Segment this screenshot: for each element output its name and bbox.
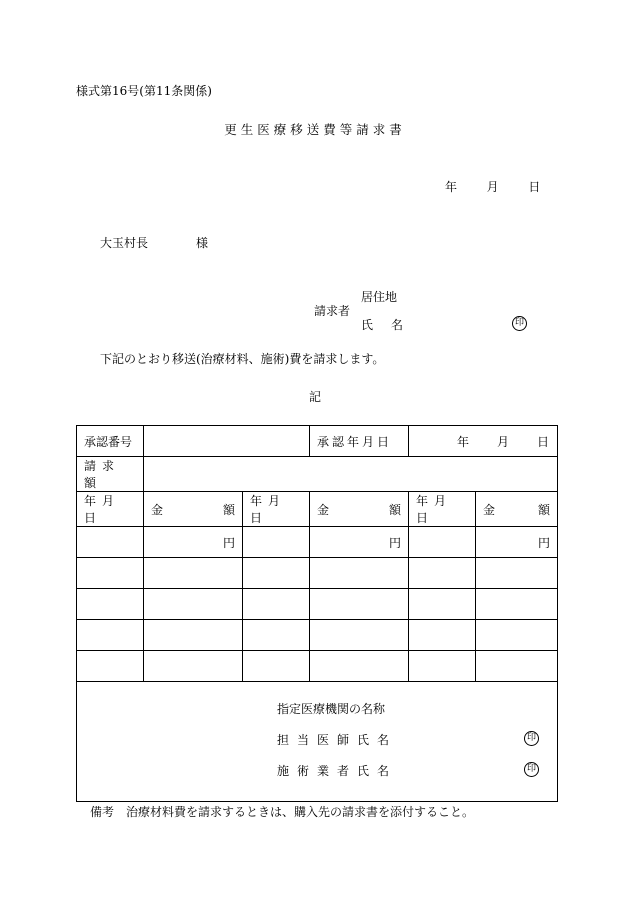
institution-name-label: 指定医療機関の名称 (277, 702, 386, 716)
amount-kin: 金 (151, 502, 164, 517)
doctor-seal-icon: 印 (524, 731, 539, 746)
table-row (77, 651, 558, 682)
date-cell[interactable] (77, 651, 144, 682)
amount-cell[interactable] (310, 620, 409, 651)
applicant-name-label: 氏名 (361, 318, 422, 332)
residence-label: 居住地 (361, 290, 398, 304)
date-cell[interactable] (243, 527, 310, 558)
date-cell[interactable] (243, 620, 310, 651)
approval-number-field[interactable] (144, 426, 310, 457)
date-cell[interactable] (243, 589, 310, 620)
claim-amount-label: 請求額 (77, 457, 144, 492)
date-cell[interactable] (77, 589, 144, 620)
document-title: 更生医療移送費等請求書 (224, 122, 406, 137)
claim-table (76, 425, 558, 802)
col-amount-header (144, 492, 243, 527)
table-row (77, 527, 558, 558)
approval-year: 年 (456, 434, 469, 449)
amount-kin: 金 (317, 502, 330, 517)
date-cell[interactable] (409, 558, 476, 589)
date-cell[interactable] (77, 620, 144, 651)
amount-cell[interactable] (310, 558, 409, 589)
amount-cell[interactable] (476, 651, 558, 682)
date-cell[interactable] (77, 527, 144, 558)
approval-number-label: 承認番号 (77, 426, 144, 457)
institution-row (77, 682, 558, 802)
amount-cell[interactable] (144, 558, 243, 589)
date-cell[interactable] (77, 558, 144, 589)
amount-gaku: 額 (538, 502, 551, 517)
amount-cell[interactable] (310, 589, 409, 620)
date-cell[interactable] (243, 651, 310, 682)
col-date-header: 年月日 (409, 492, 476, 527)
amount-cell[interactable] (476, 589, 558, 620)
table-row (77, 589, 558, 620)
col-amount-header (476, 492, 558, 527)
practitioner-name-label: 施術業者氏名 (277, 764, 398, 778)
institution-section (77, 682, 558, 802)
addressee-honorific: 様 (196, 236, 209, 250)
remarks (90, 806, 474, 818)
approval-row (77, 426, 558, 457)
filing-date (445, 181, 540, 193)
date-cell[interactable] (409, 651, 476, 682)
remarks-text: 治療材料費を請求するときは、購入先の請求書を添付すること。 (126, 805, 475, 819)
col-date-header: 年月日 (243, 492, 310, 527)
doctor-name-label: 担当医師氏名 (277, 733, 398, 747)
practitioner-seal-icon: 印 (524, 762, 539, 777)
amount-cell[interactable]: 円 (144, 527, 243, 558)
amount-cell[interactable]: 円 (476, 527, 558, 558)
date-cell[interactable] (409, 527, 476, 558)
claim-amount-row (77, 457, 558, 492)
applicant-seal-icon: 印 (512, 316, 527, 331)
col-date-header: 年月日 (77, 492, 144, 527)
date-month: 月 (486, 180, 499, 194)
applicant-label: 請求者 (314, 304, 351, 318)
form-number-label: 様式第16号(第11条関係) (76, 84, 212, 98)
amount-kin: 金 (483, 502, 496, 517)
ki-heading: 記 (308, 390, 321, 404)
claim-amount-field[interactable] (144, 457, 558, 492)
remarks-label: 備考 (90, 805, 115, 819)
table-row (77, 620, 558, 651)
table-row (77, 558, 558, 589)
amount-cell[interactable] (144, 651, 243, 682)
amount-gaku: 額 (388, 502, 401, 517)
addressee (100, 237, 208, 249)
amount-cell[interactable] (476, 620, 558, 651)
approval-date-label: 承認年月日 (310, 426, 409, 457)
col-amount-header (310, 492, 409, 527)
approval-date-field[interactable] (409, 426, 558, 457)
date-cell[interactable] (409, 620, 476, 651)
addressee-name: 大玉村長 (100, 236, 149, 250)
amount-cell[interactable] (144, 620, 243, 651)
date-year: 年 (445, 180, 458, 194)
amount-cell[interactable] (476, 558, 558, 589)
header-row (77, 492, 558, 527)
amount-cell[interactable] (310, 651, 409, 682)
date-day: 日 (528, 180, 541, 194)
approval-day: 日 (537, 434, 550, 449)
amount-cell[interactable] (144, 589, 243, 620)
date-cell[interactable] (409, 589, 476, 620)
amount-cell[interactable]: 円 (310, 527, 409, 558)
date-cell[interactable] (243, 558, 310, 589)
approval-month: 月 (496, 434, 509, 449)
amount-gaku: 額 (222, 502, 235, 517)
intro-text: 下記のとおり移送(治療材料、施術)費を請求します。 (100, 352, 385, 366)
